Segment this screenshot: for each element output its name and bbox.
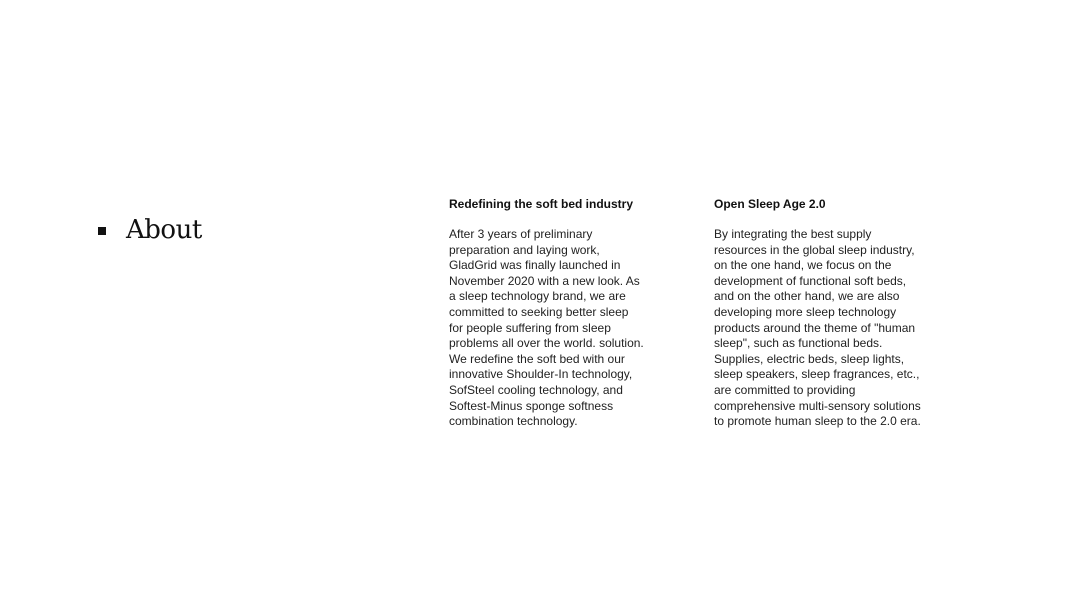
column-redefining-soft-bed bbox=[449, 196, 659, 430]
body-line: Supplies, electric beds, sleep lights, bbox=[714, 351, 905, 366]
body-line: combination technology. bbox=[449, 414, 578, 429]
body-line: problems all over the world. solution. bbox=[449, 336, 644, 351]
column-body bbox=[449, 227, 659, 430]
square-bullet-icon bbox=[98, 227, 106, 235]
body-line: development of functional soft beds, bbox=[714, 273, 907, 288]
body-line: preparation and laying work, bbox=[449, 242, 600, 257]
body-line: GladGrid was finally launched in bbox=[449, 258, 621, 273]
body-line: sleep", such as functional beds. bbox=[714, 336, 883, 351]
body-line: on the one hand, we focus on the bbox=[714, 258, 892, 273]
body-line: for people suffering from sleep bbox=[449, 320, 611, 335]
body-line: After 3 years of preliminary bbox=[449, 227, 593, 241]
body-line: developing more sleep technology bbox=[714, 304, 897, 319]
body-line: resources in the global sleep industry, bbox=[714, 242, 915, 257]
body-line: and on the other hand, we are also bbox=[714, 289, 900, 304]
body-line: November 2020 with a new look. As bbox=[449, 273, 640, 288]
body-line: Softest-Minus sponge softness bbox=[449, 398, 614, 413]
body-line: committed to seeking better sleep bbox=[449, 304, 629, 319]
body-line: a sleep technology brand, we are bbox=[449, 289, 626, 304]
body-line: innovative Shoulder-In technology, bbox=[449, 367, 633, 382]
about-section-heading bbox=[98, 213, 202, 247]
column-body bbox=[714, 227, 924, 430]
column-title: Open Sleep Age 2.0 bbox=[714, 197, 826, 211]
body-line: By integrating the best supply bbox=[714, 227, 872, 241]
body-line: We redefine the soft bed with our bbox=[449, 351, 625, 366]
column-open-sleep-age bbox=[714, 196, 924, 430]
body-line: sleep speakers, sleep fragrances, etc., bbox=[714, 367, 920, 382]
body-line: are committed to providing bbox=[714, 382, 856, 397]
body-line: to promote human sleep to the 2.0 era. bbox=[714, 414, 921, 429]
body-line: comprehensive multi-sensory solutions bbox=[714, 398, 921, 413]
column-title: Redefining the soft bed industry bbox=[449, 197, 634, 211]
body-line: products around the theme of "human bbox=[714, 320, 916, 335]
about-heading: About bbox=[126, 215, 202, 245]
body-line: SofSteel cooling technology, and bbox=[449, 382, 623, 397]
